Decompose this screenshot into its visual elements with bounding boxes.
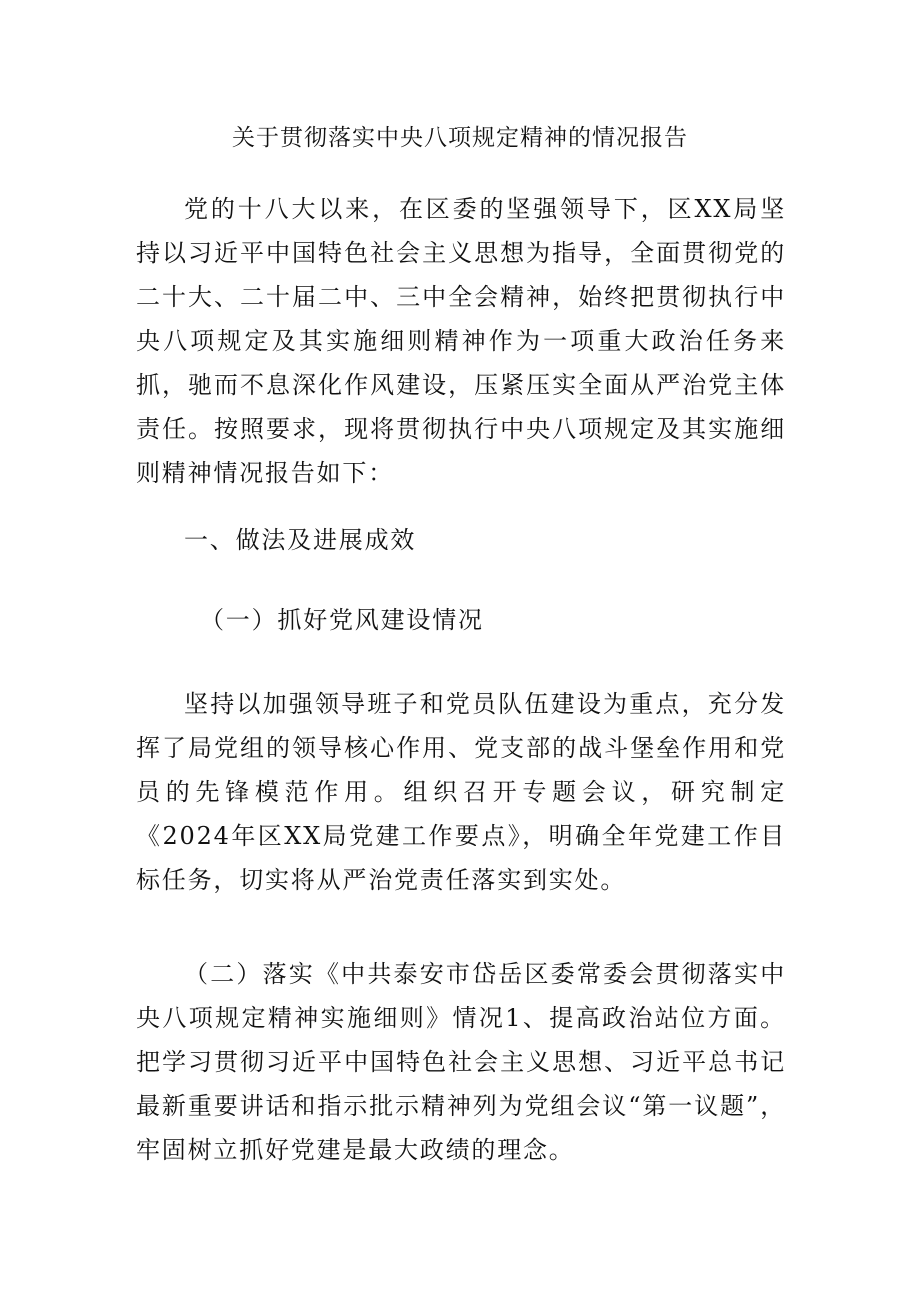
section-heading-1: 一、做法及进展成效 (184, 526, 417, 554)
subsection-heading-1: （一）抓好党风建设情况 (200, 606, 484, 634)
subsection-2-paragraph: （二）落实《中共泰安市岱岳区委常委会贯彻落实中央八项规定精神实施细则》情况1、提高政治站位方面。把学习贯彻习近平中国特色社会主义思想、习近平总书记最新重要讲话和指示批示精神列为党组会议“第一议题”，牢固树立抓好党建是最大政绩的理念。 (136, 960, 786, 1164)
intro-paragraph: 党的十八大以来，在区委的坚强领导下，区XX局坚持以习近平中国特色社会主义思想为指导，全面贯彻党的二十大、二十届二中、三中全会精神，始终把贯彻执行中央八项规定及其实施细则精神作为一项重大政治任务来抓，驰而不息深化作风建设，压紧压实全面从严治党主体责任。按照要求，现将贯彻执行中央八项规定及其实施细则精神情况报告如下： (136, 195, 786, 487)
subsection-1-paragraph: 坚持以加强领导班子和党员队伍建设为重点，充分发挥了局党组的领导核心作用、党支部的战斗堡垒作用和党员的先锋模范作用。组织召开专题会议，研究制定《2024年区XX局党建工作要点》，明确全年党建工作目标任务，切实将从严治党责任落实到实处。 (136, 690, 786, 894)
document-title: 关于贯彻落实中央八项规定精神的情况报告 (232, 125, 688, 151)
